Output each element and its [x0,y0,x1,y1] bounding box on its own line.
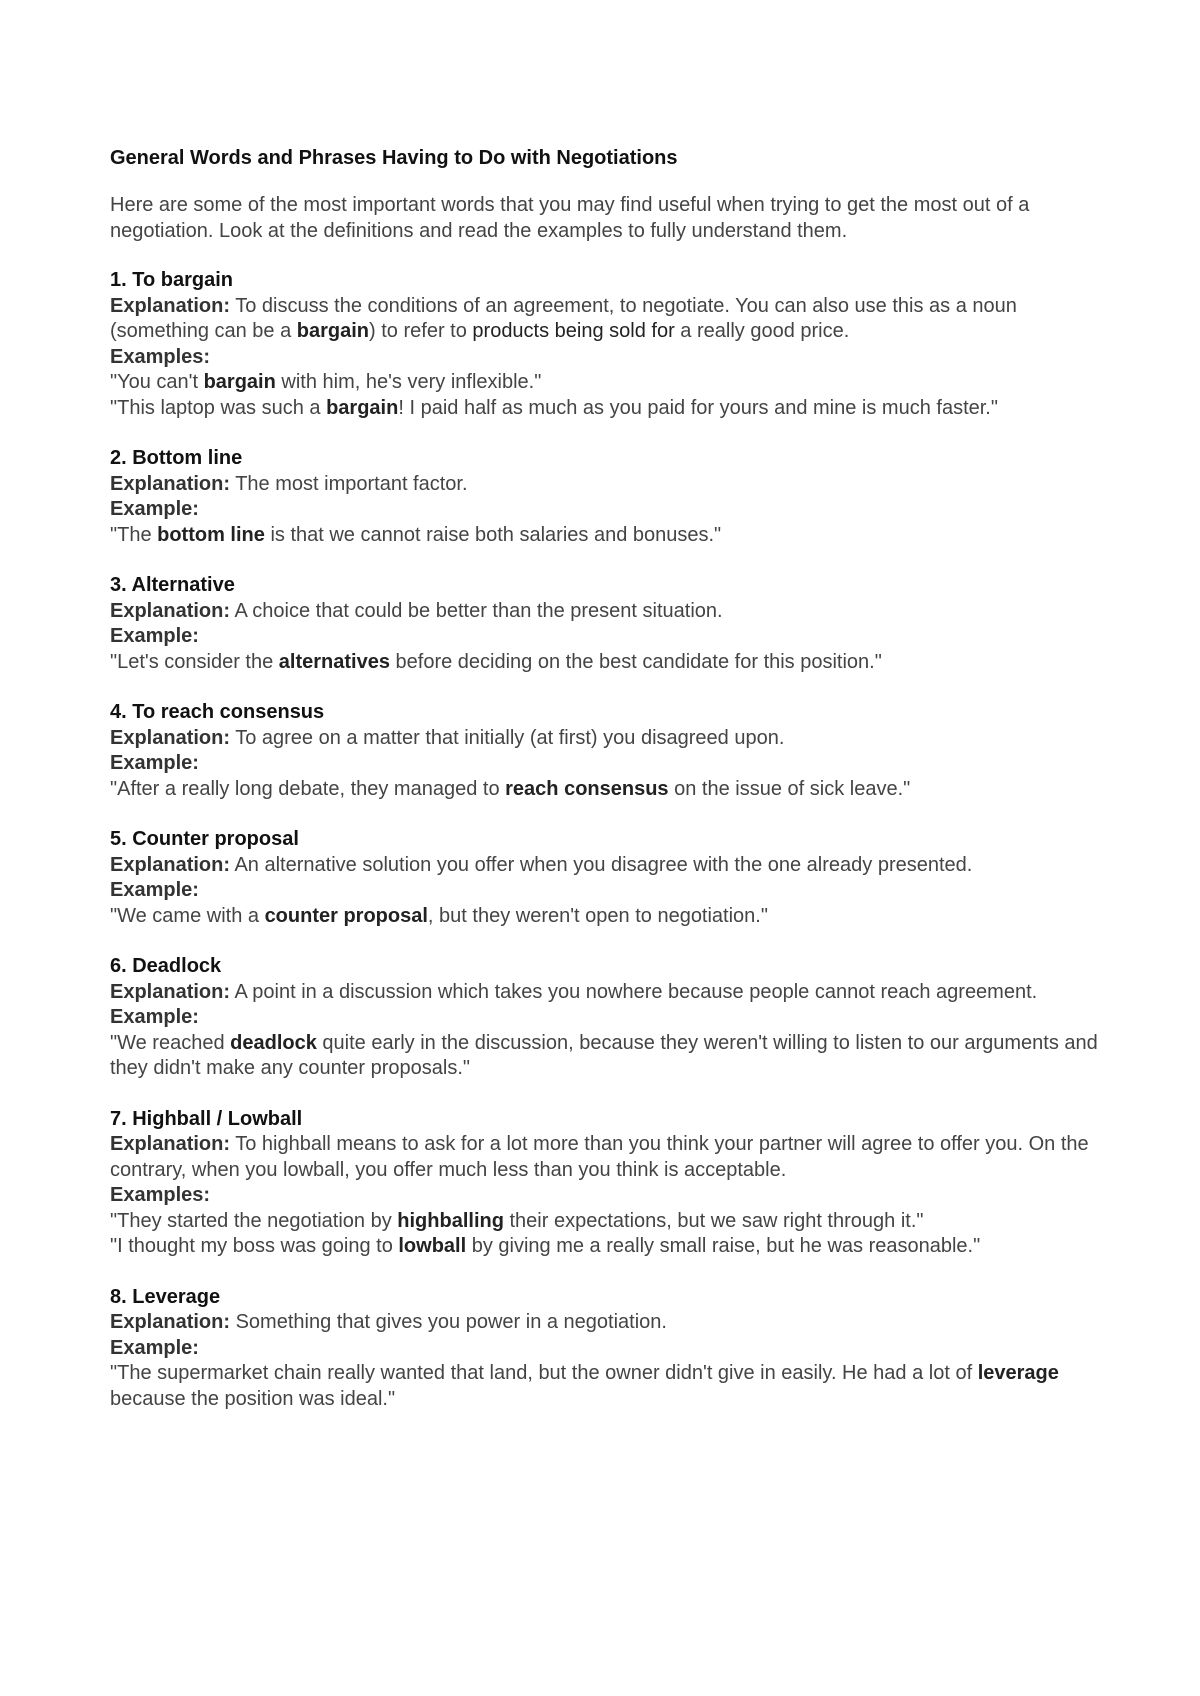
example-text: "After a really long debate, they managed to [110,777,506,800]
example-text: with him, he's very inflexible." [275,371,542,393]
example-text: on the issue of sick leave." [668,777,911,800]
example-sentence [110,1209,1100,1235]
example-text: because the position was ideal." [110,1387,396,1410]
example-sentence [110,1234,1100,1260]
example-text: by giving me a really small raise, but he was reasonable." [466,1235,981,1257]
explanation-line [110,1310,1100,1336]
example-sentence [110,1361,1100,1412]
example-sentence [110,370,1100,396]
example-text: before deciding on the best candidate for this position." [389,650,882,673]
example-text: "I thought my boss was going to [110,1235,399,1257]
example-highlighted-term: bottom line [157,523,265,546]
example-highlighted-term: bargain [326,396,399,419]
term-entry [110,827,1100,929]
explanation-text: A point in a discussion which takes you nowhere because people cannot reach agreement. [234,980,1038,1003]
example-highlighted-term: alternatives [278,650,390,673]
example-sentence [110,396,1100,422]
example-sentence [110,1031,1100,1082]
term-heading: 3. Alternative [110,574,235,596]
term-list [110,268,1100,1412]
document-title: General Words and Phrases Having to Do with Negotiations [110,147,678,169]
explanation-line [110,726,1100,752]
explanation-text: The most important factor. [235,472,468,495]
term-heading: 8. Leverage [110,1285,221,1308]
term-heading: 4. To reach consensus [110,701,325,723]
example-label: Example: [110,752,199,774]
explanation-label: Explanation: [110,472,231,495]
example-text: "The supermarket chain really wanted that land, but the owner didn't give in easily. He had a lot of [110,1362,978,1384]
example-highlighted-term: highballing [397,1209,504,1232]
example-text: "They started the negotiation by [110,1209,398,1232]
example-text: their expectations, but we saw right through it." [503,1209,924,1232]
example-highlighted-term: counter proposal [264,904,428,927]
example-highlighted-term: lowball [398,1235,467,1257]
explanation-label: Explanation: [110,294,231,317]
example-highlighted-term: deadlock [230,1031,317,1054]
explanation-text: An alternative solution you offer when you disagree with the one already presented. [234,853,973,876]
example-highlighted-term: leverage [977,1362,1059,1384]
explanation-label: Explanation: [110,1133,231,1155]
example-label: Example: [110,1336,199,1359]
explanation-label: Explanation: [110,853,231,876]
example-label: Example: [110,498,199,520]
example-sentence [110,777,1100,803]
explanation-text: a really good price. [674,320,850,342]
example-sentence [110,650,1100,676]
explanation-text: To highball means to ask for a lot more than you think your partner will agree to offer you. On the contrary, when you lowball, you offer much less than you think is acceptable. [110,1133,1089,1181]
example-text: ! I paid half as much as you paid for yours and mine is much faster." [398,396,998,419]
explanation-line [110,599,1100,625]
explanation-line [110,1132,1100,1183]
explanation-text: A choice that could be better than the present situation. [234,599,723,622]
explanation-label: Explanation: [110,1311,231,1333]
example-text: "We came with a [110,904,265,927]
explanation-label: Explanation: [110,599,231,622]
example-text: is that we cannot raise both salaries and bonuses." [264,523,722,546]
term-entry [110,446,1100,548]
term-entry [110,573,1100,675]
term-heading: 6. Deadlock [110,955,222,977]
term-entry [110,268,1100,421]
example-text: , but they weren't open to negotiation." [427,904,768,927]
explanation-line [110,472,1100,498]
explanation-label: Explanation: [110,726,231,749]
term-entry [110,700,1100,802]
example-label: Example: [110,625,199,647]
term-entry [110,954,1100,1082]
term-heading: 7. Highball / Lowball [110,1107,303,1130]
intro-paragraph: Here are some of the most important words that you may find useful when trying to get the most out of a negotiation. Look at the definitions and read the examples to fully understand them. [110,194,1030,242]
example-label: Example: [110,879,199,901]
explanation-text: Something that gives you power in a negotiation. [235,1311,667,1333]
example-text: "Let's consider the [110,650,279,673]
example-label: Examples: [110,345,211,368]
explanation-highlighted-term: bargain [296,320,370,342]
example-sentence [110,904,1100,930]
explanation-text: To agree on a matter that initially (at first) you disagreed upon. [235,726,785,749]
example-label: Examples: [110,1184,211,1206]
explanation-line [110,980,1100,1006]
example-text: quite early in the discussion, because they weren't willing to listen to our arguments and they didn't make any counter proposals." [110,1031,1098,1079]
explanation-label: Explanation: [110,980,231,1003]
explanation-text-dark: products being sold for [472,320,675,342]
explanation-line [110,853,1100,879]
example-text: "This laptop was such a [110,396,327,419]
example-label: Example: [110,1006,199,1028]
example-highlighted-term: bargain [203,371,276,393]
explanation-line [110,294,1100,345]
term-heading: 1. To bargain [110,269,233,291]
term-entry [110,1107,1100,1260]
example-text: "The [110,523,158,546]
explanation-text: ) to refer to [369,320,473,342]
example-text: "You can't [110,371,204,393]
example-text: "We reached [110,1031,231,1054]
term-heading: 2. Bottom line [110,447,243,469]
example-sentence [110,523,1100,549]
term-entry [110,1285,1100,1413]
example-highlighted-term: reach consensus [505,777,669,800]
explanation-text: To discuss the conditions of an agreement, to negotiate. You can also use this as a noun (something can be a [110,294,1017,342]
term-heading: 5. Counter proposal [110,828,299,850]
